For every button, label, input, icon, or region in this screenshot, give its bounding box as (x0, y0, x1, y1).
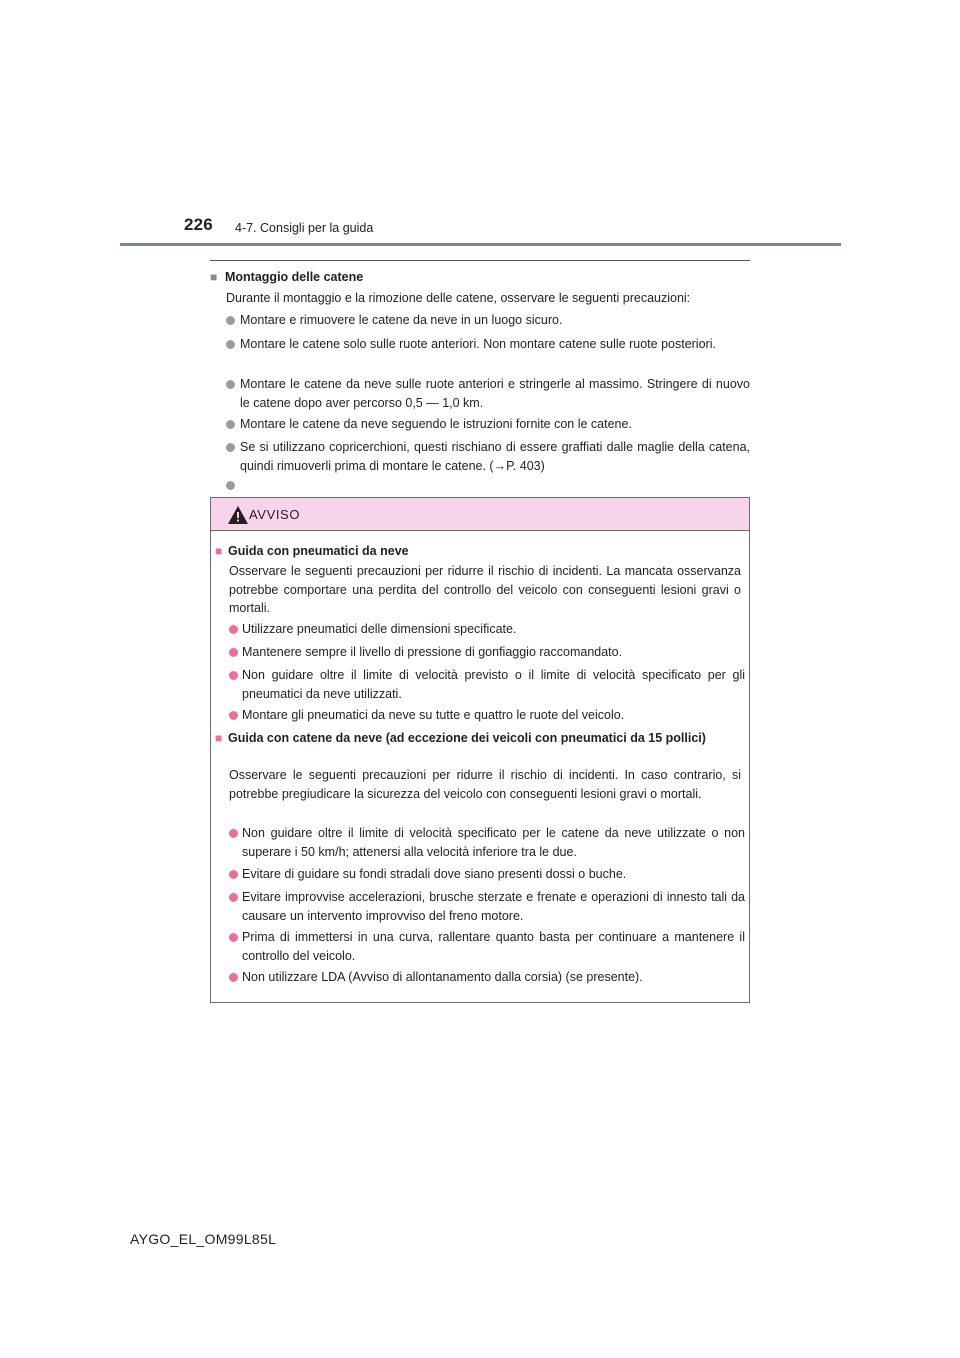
square-bullet-icon: ■ (215, 544, 223, 558)
round-bullet-icon (229, 870, 238, 879)
round-bullet-icon (226, 380, 235, 389)
montaggio-item: Se si utilizzano copricerchioni, questi rischiano di essere graffiati dalle maglie della catena, quindi rimuoverli prima di montare le catene. (→P. 403) (240, 440, 750, 473)
warning-item: Montare gli pneumatici da neve su tutte e quattro le ruote del veicolo. (242, 708, 625, 722)
round-bullet-icon (226, 316, 235, 325)
square-bullet-icon: ■ (210, 270, 218, 284)
round-bullet-icon (229, 893, 238, 902)
round-bullet-icon (226, 340, 235, 349)
round-bullet-icon (229, 625, 238, 634)
warning-item: Non guidare oltre il limite di velocità specificato per le catene da neve utilizzate o non superare i 50 km/h; attenersi alla velocità inferiore tra le due. (242, 826, 745, 859)
document-code: AYGO_EL_OM99L85L (130, 1231, 277, 1247)
warning-item: Non utilizzare LDA (Avviso di allontanamento dalla corsia) (se presente). (242, 970, 643, 984)
montaggio-item: Montare e rimuovere le catene da neve in un luogo sicuro. (240, 313, 563, 327)
round-bullet-icon (229, 671, 238, 680)
round-bullet-icon (226, 443, 235, 452)
round-bullet-icon (229, 648, 238, 657)
round-bullet-icon (226, 481, 235, 490)
header-divider (120, 243, 841, 246)
square-bullet-icon: ■ (215, 731, 223, 745)
warning-section-intro: Osservare le seguenti precauzioni per ridurre il rischio di incidenti. In caso contrario, si potrebbe pregiudicare la sicurezza del veicolo con conseguenti lesioni gravi o mortali. (229, 768, 741, 801)
round-bullet-icon (229, 711, 238, 720)
warning-item: Non guidare oltre il limite di velocità previsto o il limite di velocità specificato per gli pneumatici da neve utilizzati. (242, 668, 745, 701)
warning-box (210, 497, 750, 1003)
round-bullet-icon (229, 933, 238, 942)
warning-section-heading: Guida con catene da neve (ad eccezione dei veicoli con pneumatici da 15 pollici) (228, 731, 706, 745)
page-number: 226 (184, 215, 213, 234)
warning-item: Evitare improvvise accelerazioni, brusche sterzate e frenate e operazioni di innesto tali da causare un intervento improvviso del freno motore. (242, 890, 745, 923)
montaggio-item: Montare le catene da neve seguendo le istruzioni fornite con le catene. (240, 417, 632, 431)
warning-item: Utilizzare pneumatici delle dimensioni specificate. (242, 622, 517, 636)
content-divider (210, 260, 750, 261)
section-title: 4-7. Consigli per la guida (235, 221, 374, 235)
warning-title: AVVISO (249, 507, 301, 522)
montaggio-item: Montare le catene solo sulle ruote anteriori. Non montare catene sulle ruote posteriori. (240, 337, 716, 351)
warning-item: Mantenere sempre il livello di pressione di gonfiaggio raccomandato. (242, 645, 623, 659)
montaggio-heading: Montaggio delle catene (225, 270, 364, 284)
warning-item: Prima di immettersi in una curva, rallentare quanto basta per continuare a mantenere il controllo del veicolo. (242, 930, 745, 963)
montaggio-intro: Durante il montaggio e la rimozione delle catene, osservare le seguenti precauzioni: (226, 291, 691, 305)
warning-item: Evitare di guidare su fondi stradali dove siano presenti dossi o buche. (242, 867, 627, 881)
round-bullet-icon (229, 973, 238, 982)
warning-section-heading: Guida con pneumatici da neve (228, 544, 409, 558)
warning-section-intro: Osservare le seguenti precauzioni per ridurre il rischio di incidenti. La mancata osservanza potrebbe comportare una perdita del controllo del veicolo con conseguenti lesioni gravi o mortali. (229, 564, 741, 615)
montaggio-item: Montare le catene da neve sulle ruote anteriori e stringerle al massimo. Stringere di nuovo le catene dopo aver percorso 0,5 — 1,0 km. (240, 377, 750, 410)
warning-triangle-icon (228, 506, 248, 524)
warning-header (211, 498, 749, 531)
round-bullet-icon (226, 420, 235, 429)
round-bullet-icon (229, 829, 238, 838)
